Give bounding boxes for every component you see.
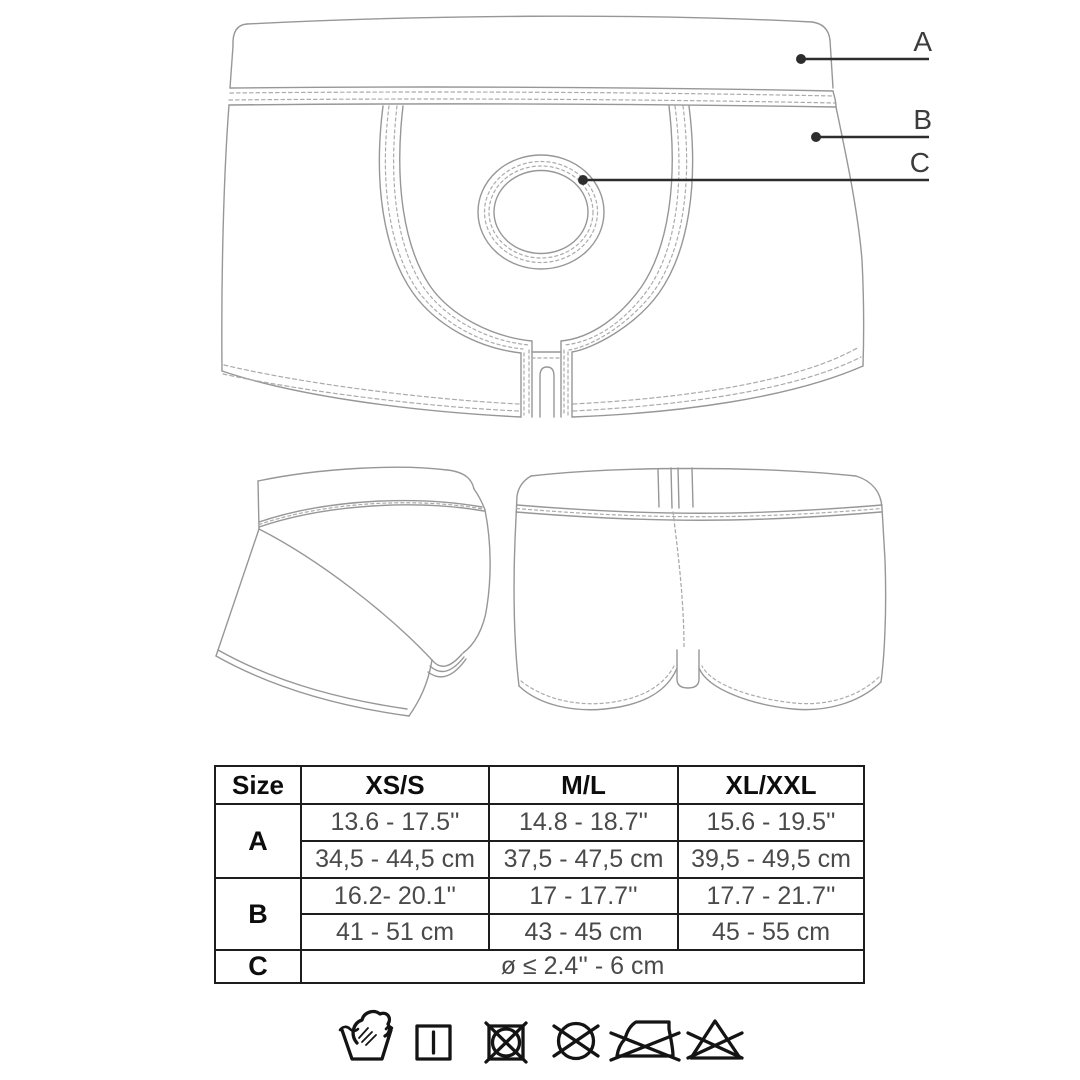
size-table-header-m-l: M/L	[489, 766, 678, 804]
leader-dot-b	[811, 132, 821, 142]
front-view-drawing	[222, 16, 864, 417]
b-xl-xxl-cm: 45 - 55 cm	[678, 914, 864, 950]
b-m-l-cm: 43 - 45 cm	[489, 914, 678, 950]
do-not-bleach-icon	[688, 1021, 742, 1058]
a-xs-s-cm: 34,5 - 44,5 cm	[301, 841, 489, 878]
a-xl-xxl-cm: 39,5 - 49,5 cm	[678, 841, 864, 878]
hand-wash-icon	[340, 1012, 392, 1059]
a-m-l-cm: 37,5 - 47,5 cm	[489, 841, 678, 878]
do-not-iron-icon	[611, 1022, 679, 1060]
diagram-label-b: B	[913, 104, 933, 135]
drip-dry-icon	[417, 1026, 450, 1059]
care-symbols	[340, 1012, 742, 1062]
leader-dot-c	[578, 175, 588, 185]
c-diameter-value: ø ≤ 2.4'' - 6 cm	[301, 950, 864, 983]
row-label-c: C	[215, 950, 301, 983]
size-table	[214, 765, 865, 984]
size-table-header-xl-xxl: XL/XXL	[678, 766, 864, 804]
diagram-label-c: C	[909, 147, 931, 178]
size-table-header-xs-s: XS/S	[301, 766, 489, 804]
annotation-leader-lines	[578, 54, 929, 185]
back-view-drawing	[514, 468, 886, 710]
row-label-b: B	[215, 878, 301, 950]
b-m-l-inches: 17 - 17.7''	[489, 878, 678, 914]
b-xs-s-cm: 41 - 51 cm	[301, 914, 489, 950]
a-m-l-inches: 14.8 - 18.7''	[489, 804, 678, 841]
b-xl-xxl-inches: 17.7 - 21.7''	[678, 878, 864, 914]
do-not-dry-clean-icon	[554, 1024, 598, 1059]
leader-dot-a	[796, 54, 806, 64]
row-label-a: A	[215, 804, 301, 878]
side-view-drawing	[216, 467, 490, 716]
a-xs-s-inches: 13.6 - 17.5''	[301, 804, 489, 841]
do-not-tumble-dry-icon	[486, 1023, 526, 1062]
size-table-header-size: Size	[215, 766, 301, 804]
a-xl-xxl-inches: 15.6 - 19.5''	[678, 804, 864, 841]
b-xs-s-inches: 16.2- 20.1''	[301, 878, 489, 914]
diagram-label-a: A	[913, 26, 933, 57]
